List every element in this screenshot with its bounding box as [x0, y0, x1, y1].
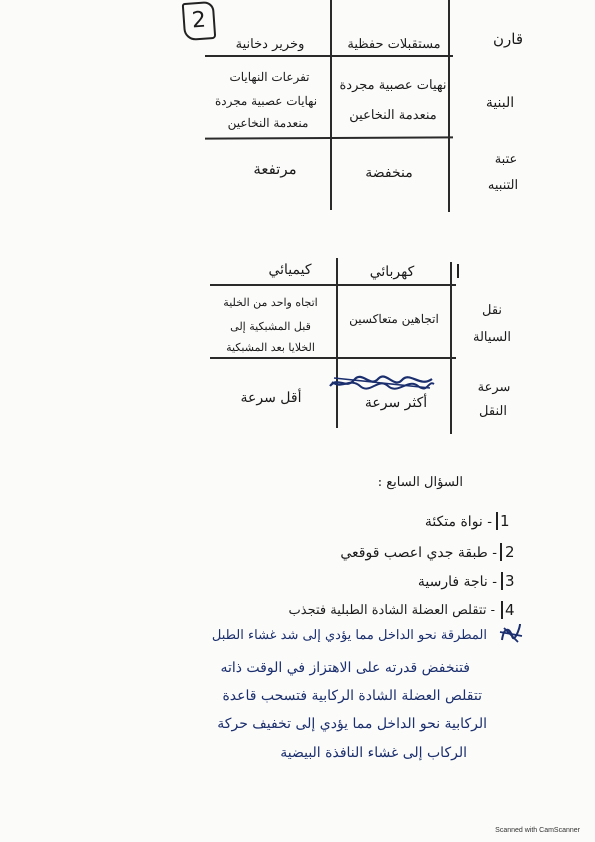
table1-row2-label-line1: عتبة: [494, 152, 518, 167]
table2-row1-col2-line3: الخلايا بعد المشبكية: [226, 341, 315, 354]
table2-header-mark: [457, 264, 459, 278]
table1-row1-col2-line3: منعدمة النخاعين: [227, 116, 309, 130]
item-number-4-bar: [501, 601, 503, 619]
table1-row1-col2-line2: نهايات عصبية مجردة: [214, 94, 318, 108]
table2-row2-col1: أكثر سرعة: [364, 395, 428, 411]
table2-row2-col2: أقل سرعة: [240, 390, 302, 406]
question-title: السؤال السابع :: [377, 475, 463, 490]
table2-row1-col1: اتجاهين متعاكسين: [349, 312, 439, 326]
answer-line-5: الركاب إلى غشاء النافذة البيضية: [280, 745, 467, 761]
table1-header-col1: مستقبلات حفظية: [347, 37, 441, 52]
item-text-2: - طبقة جدي اعصب قوقعي: [340, 545, 497, 561]
item-text-1: - نواة متكئة: [424, 514, 492, 530]
answer-line-1: المطرقة نحو الداخل مما يؤدي إلى شد غشاء الطبل: [211, 628, 487, 643]
table1-row1-label: البنية: [485, 95, 515, 111]
table2-header-chemical: كيميائي: [268, 262, 312, 278]
table1-row1-col2-line1: تفرعات النهايات: [229, 70, 310, 84]
item-number-4: 4: [505, 601, 515, 619]
item-number-2-bar: [500, 543, 502, 561]
page-number: 2: [182, 1, 217, 41]
item-text-4: - تتقلص العضلة الشادة الطبلية فتجذب: [288, 603, 495, 618]
table2-row2-label-line2: النقل: [479, 404, 507, 419]
item-number-3-bar: [501, 572, 503, 590]
table2-row2-label-line1: سرعة: [477, 380, 511, 395]
item-number-1-bar: [496, 512, 498, 530]
scanner-watermark: Scanned with CamScanner: [495, 827, 580, 834]
crossed-out-scribble: [328, 374, 436, 392]
table1-row1-col1-line2: منعدمة النخاعين: [349, 108, 437, 123]
table1-row1-col1-line1: نهيات عصبية مجردة: [339, 78, 447, 93]
item-text-3: - ناجة فارسية: [417, 574, 497, 590]
table2-row1-col2-line2: قبل المشبكية إلى: [230, 320, 311, 333]
item-number-3: 3: [505, 572, 515, 590]
scribble-mark: [498, 622, 524, 644]
table1-row2-col1: منخفضة: [365, 165, 413, 181]
table1-row2-label-line2: التنبيه: [487, 178, 519, 193]
answer-line-3: تتقلص العضلة الشادة الركابية فتسحب قاعدة: [222, 688, 482, 704]
table2-row1-label-line2: السيالة: [473, 330, 511, 345]
table2-header-electrical: كهربائي: [369, 264, 415, 280]
item-number-1: 1: [500, 512, 510, 530]
table1-header-col2: وخرير دخانية: [235, 37, 305, 52]
table1-header-compare: قارن: [493, 30, 523, 48]
table1-row2-col2: مرتفعة: [253, 160, 297, 178]
answer-line-4: الركابية نحو الداخل مما يؤدي إلى تخفيف حركة: [217, 716, 487, 732]
item-number-2: 2: [505, 543, 515, 561]
table2-row1-label-line1: نقل: [481, 303, 503, 318]
table2-row1-col2-line1: اتجاه واحد من الخلية: [223, 296, 318, 309]
answer-line-2: فتنخفض قدرته على الاهتزاز في الوقت ذاته: [220, 660, 470, 676]
